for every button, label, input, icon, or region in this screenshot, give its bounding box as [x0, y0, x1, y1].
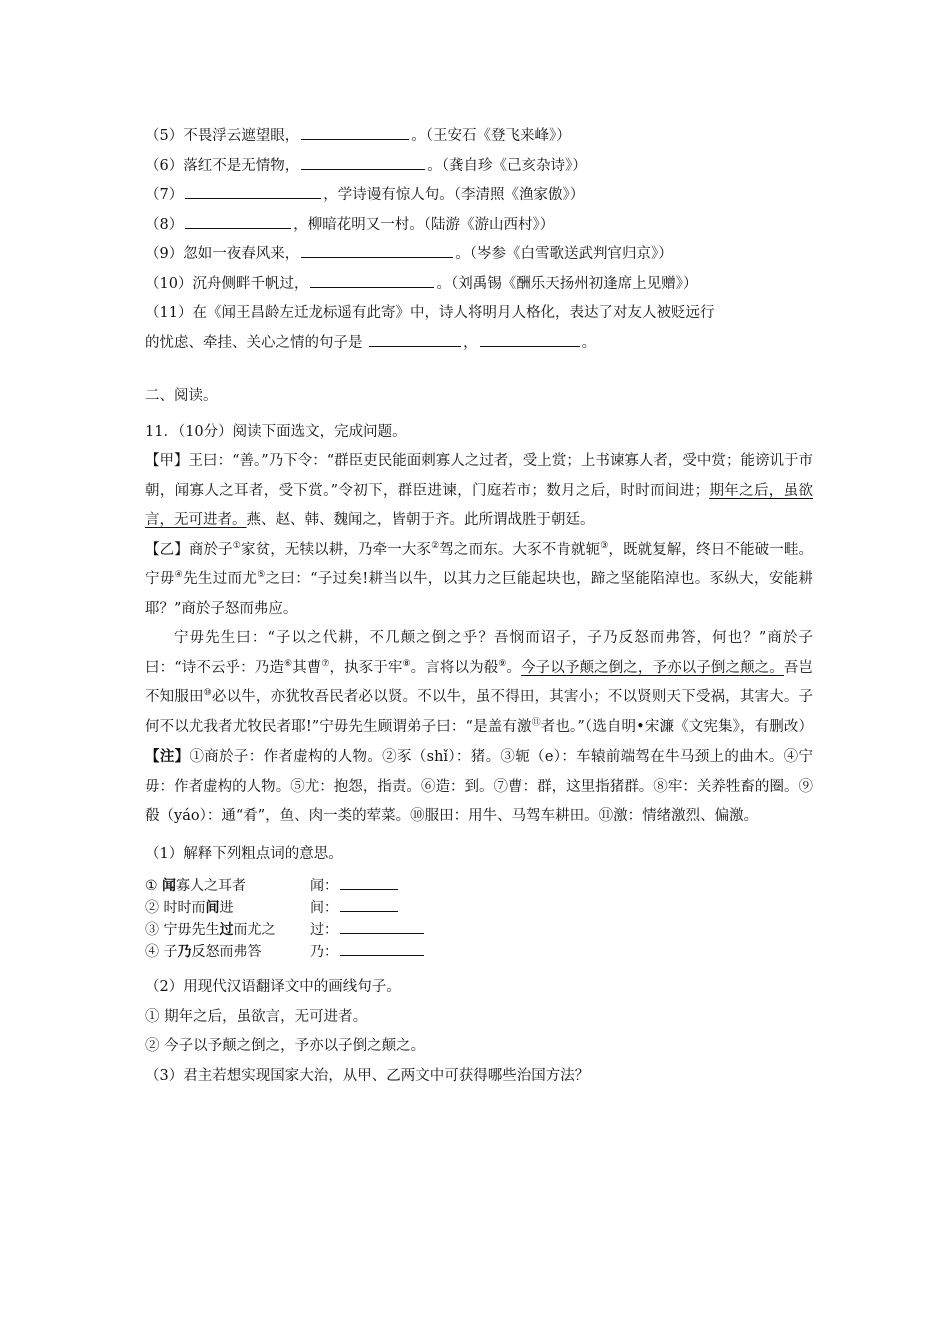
- sub-question-3: （3）君主若想实现国家大治，从甲、乙两文中可获得哪些治国方法？: [145, 1067, 590, 1084]
- fill-line-9: （9）忽如一夜春风来， 。（岑参《白雪歌送武判官归京》）: [145, 240, 813, 270]
- answer-blank[interactable]: [480, 332, 580, 347]
- vocab-item: ③ 宁毋先生过而尤之 过：: [145, 919, 813, 941]
- answer-blank[interactable]: [301, 155, 425, 170]
- answer-blank[interactable]: [340, 875, 398, 890]
- question-header: 11．（10分）阅读下面选文，完成问题。: [145, 423, 407, 440]
- answer-blank[interactable]: [185, 214, 291, 229]
- answer-blank[interactable]: [340, 919, 424, 934]
- translate-item-1: ① 期年之后，虽欲言，无可进者。: [145, 1008, 368, 1025]
- answer-blank[interactable]: [185, 184, 321, 199]
- answer-blank[interactable]: [340, 897, 398, 912]
- fill-line-5: （5）不畏浮云遮望眼， 。（王安石《登飞来峰》）: [145, 122, 813, 152]
- answer-blank[interactable]: [340, 941, 424, 956]
- answer-blank[interactable]: [301, 243, 453, 258]
- underlined-sentence: 今子以予颠之倒之，予亦以子倒之颠之。: [521, 659, 784, 676]
- passage-yi: 【乙】商於子①家贫，无犊以耕，乃牵一大豕②驾之而东。大豕不肯就轭③，既就复解，终日不能破一畦。宁毋④先生过而尤⑤之曰：“子过矣!耕当以牛，以其力之巨能起块也，蹄之坚能陷淖也。豕纵大，安能耕耶？”商於子怒而弗应。: [145, 540, 814, 617]
- section-title: 二、阅读。: [145, 388, 218, 404]
- answer-blank[interactable]: [369, 332, 461, 347]
- passage-jia: 【甲】王曰：“善。”乃下令：“群臣吏民能面刺寡人之过者，受上赏；上书谏寡人者，受中赏；能谤讥于市朝，闻寡人之耳者，受下赏。”令初下，群臣进谏，门庭若市；数月之后，时时而间进；期年之后，虽欲言，无可进者。燕、赵、韩、魏闻之，皆朝于齐。此所谓战胜于朝廷。: [145, 453, 813, 528]
- document-page: [145, 122, 813, 1091]
- vocab-item: ① 闻寡人之耳者 闻：: [145, 875, 813, 897]
- vocab-item: ④ 子乃反怒而弗答 乃：: [145, 941, 813, 963]
- sub-question-1: （1）解释下列粗点词的意思。: [145, 845, 343, 862]
- fill-line-10: （10）沉舟侧畔千帆过， 。（刘禹锡《酬乐天扬州初逢席上见赠》）: [145, 270, 813, 300]
- passage-yi-2: 宁毋先生曰：“子以之代耕，不几颠之倒之乎？吾悯而诏子，子乃反怒而弗答，何也？”商於子曰：“诗不云乎：乃造⑥其曹⑦，执豕于牢⑧。言将以为殽⑨。今子以予颠之倒之，予亦以子倒之颠之。吾岂不知服田⑩必以牛，亦犹牧吾民者必以贤。不以牛，虽不得田，其害小；不以贤则天下受祸，其害大。子何不以尤我者尤牧民者耶!”宁毋先生顾谓弟子曰：“是盖有激⑪者也。”（选自明•宋濂《文宪集》，有删改）【注】①商於子：作者虚构的人物。②豕（shǐ）：猪。③轭（e）：车辕前端驾在牛马颈上的曲木。④宁毋：作者虚构的人物。⑤尤：抱怨，指责。⑥造：到。⑦曹：群，这里指猪群。⑧牢：关养牲畜的圈。⑨殽（yáo）：通“肴”，鱼、肉一类的荤菜。⑩服田：用牛、马驾车耕田。⑪激：情绪激烈、偏激。: [145, 630, 813, 824]
- fill-line-11: （11）在《闻王昌龄左迁龙标遥有此寄》中，诗人将明月人格化，表达了对友人被贬远行: [145, 305, 715, 321]
- fill-line-11-cont: 的忧虑、牵挂、关心之情的句子是 ， 。: [145, 329, 813, 359]
- answer-blank[interactable]: [310, 273, 434, 288]
- vocab-item: ② 时时而间进 间：: [145, 897, 813, 919]
- fill-line-6: （6）落红不是无情物， 。（龚自珍《己亥杂诗》）: [145, 152, 813, 182]
- translate-item-2: ② 今子以予颠之倒之，予亦以子倒之颠之。: [145, 1038, 426, 1054]
- fill-line-7: （7） ，学诗谩有惊人句。（李清照《渔家傲》）: [145, 181, 813, 211]
- answer-blank[interactable]: [301, 125, 409, 140]
- vocab-list: [145, 875, 813, 963]
- fill-line-8: （8） ，柳暗花明又一村。（陆游《游山西村》）: [145, 211, 813, 241]
- sub-question-2: （2）用现代汉语翻译文中的画线句子。: [145, 979, 401, 995]
- underlined-sentence: 期年之后，虽欲言，无可进者。: [145, 482, 813, 528]
